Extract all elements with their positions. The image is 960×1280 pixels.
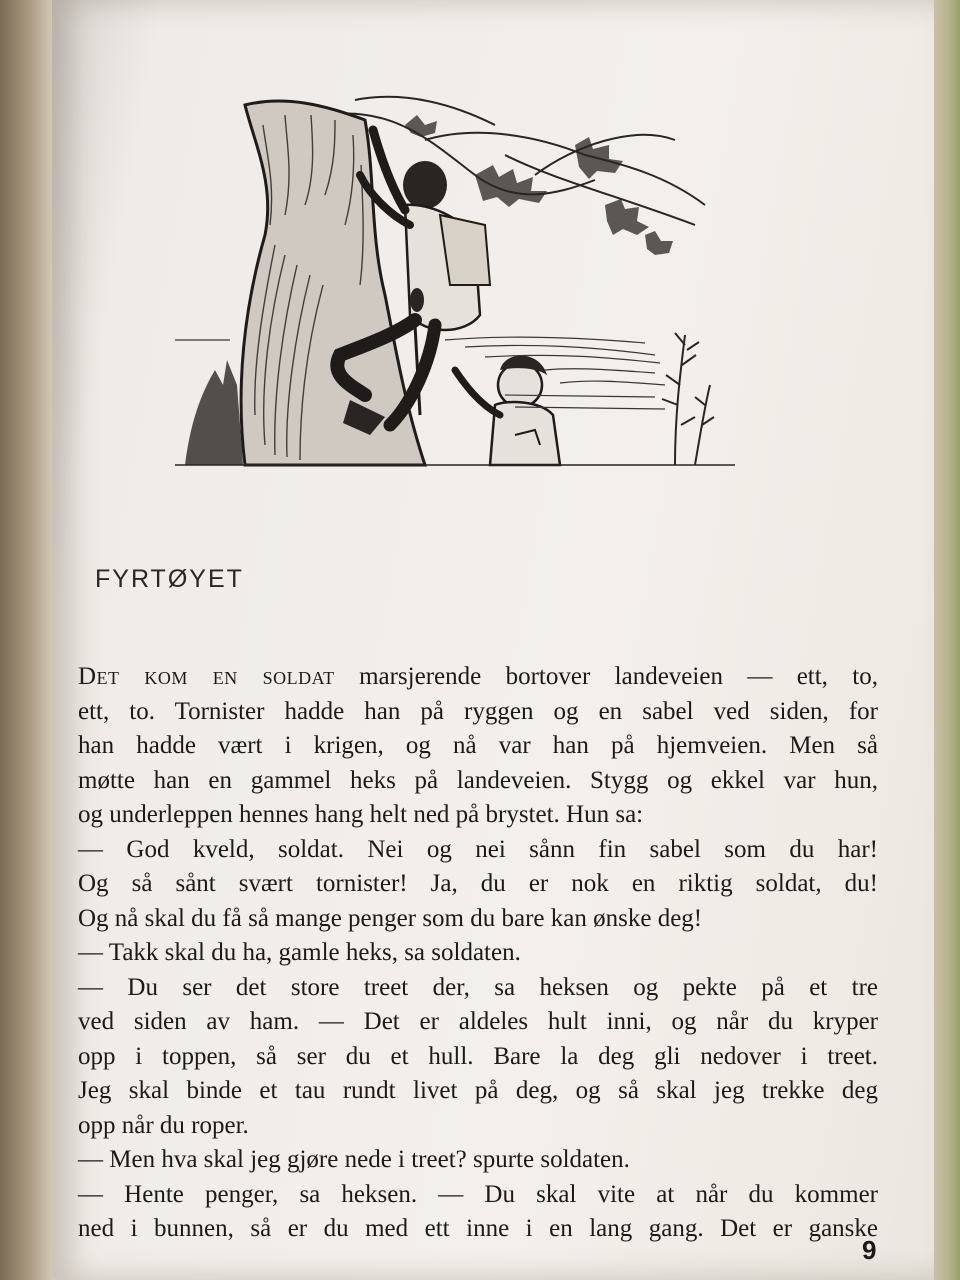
text-line: Og så sånt svært tornister! Ja, du er nok en riktig soldat, du!	[78, 870, 878, 897]
text-line: Det kom en soldat marsjerende bortover landeveien — ett, to,	[78, 663, 879, 690]
text-line: — God kveld, soldat. Nei og nei sånn fin sabel som du har!	[78, 835, 878, 863]
story-title: FYRTØYET	[95, 565, 244, 593]
text-line: ett, to. Tornister hadde han på ryggen og en sabel ved siden, for	[78, 697, 878, 725]
text-line: Og nå skal du få så mange penger som du bare kan ønske deg!	[78, 904, 703, 932]
text-line: — Takk skal du ha, gamle heks, sa soldaten.	[78, 939, 521, 966]
text-line: ned i bunnen, så er du med ett inne i en lang gang. Det er ganske	[78, 1215, 878, 1242]
bush-left	[185, 360, 243, 465]
text-line: ved siden av ham. — Det er aldeles hult inni, og når du kryper	[78, 1008, 878, 1035]
witch-figure	[455, 356, 560, 465]
opening-smallcaps: Det kom en soldat	[78, 663, 335, 690]
text-line: møtte han en gammel heks på landeveien. Stygg og ekkel var hun,	[78, 766, 878, 794]
text-line: og underleppen hennes hang helt ned på brystet. Hun sa:	[78, 801, 644, 828]
text-line: han hadde vært i krigen, og nå var han på hjemveien. Men så	[78, 732, 878, 759]
text-line: opp når du roper.	[78, 1111, 249, 1139]
book-cover-edge	[934, 0, 960, 1280]
text-line: Jeg skal binde et tau rundt livet på deg, og så skal jeg trekke deg	[78, 1077, 878, 1104]
woodcut-illustration	[175, 85, 735, 470]
bush-right	[662, 333, 714, 465]
text-line: — Hente penger, sa heksen. — Du skal vite at når du kommer	[78, 1180, 878, 1208]
text-line: — Men hva skal jeg gjøre nede i treet? spurte soldaten.	[78, 1146, 630, 1173]
story-body	[78, 660, 878, 1247]
text-line: — Du ser det store treet der, sa heksen og pekte på et tre	[78, 973, 878, 1001]
page-number: 9	[862, 1235, 877, 1265]
text-line: opp i toppen, så ser du et hull. Bare la deg gli nedover i treet.	[78, 1042, 878, 1070]
